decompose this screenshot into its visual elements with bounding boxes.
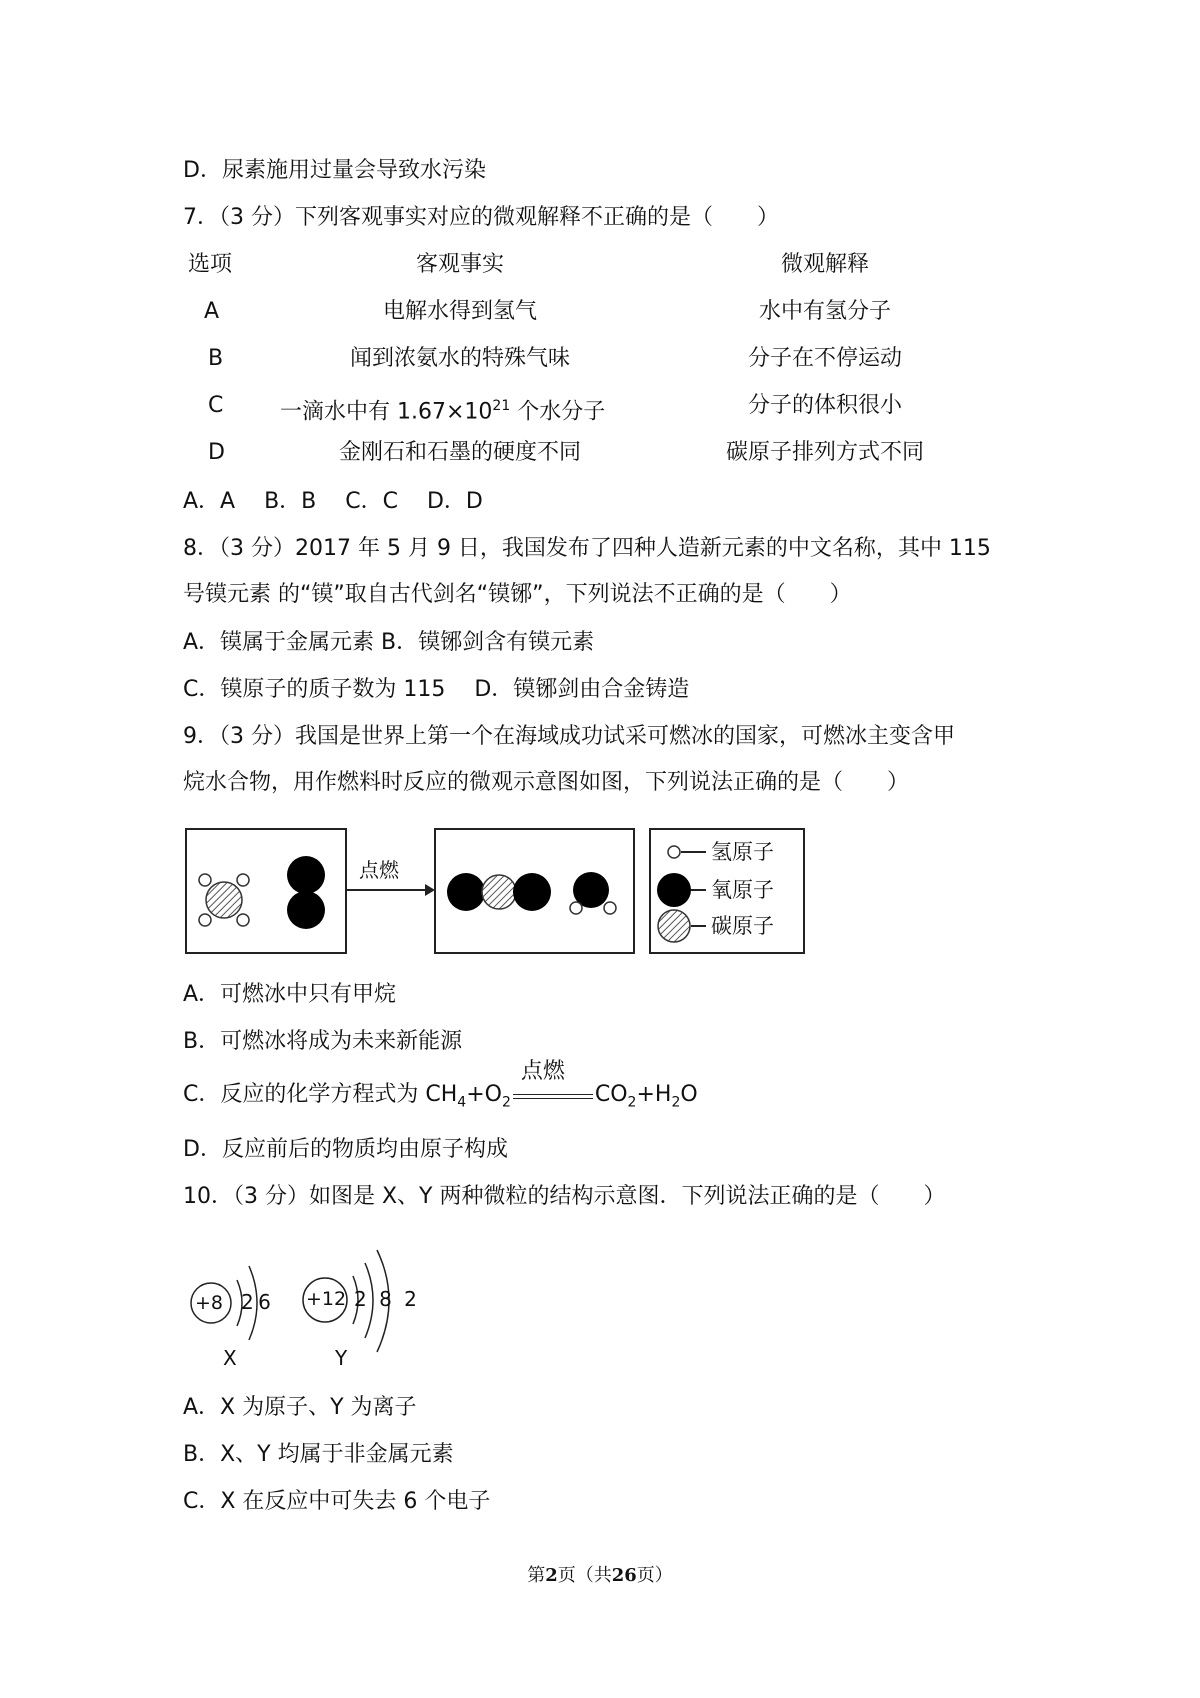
y-shell-electrons: 2 8 2 bbox=[354, 1287, 417, 1311]
oxygen-atom bbox=[287, 891, 325, 929]
q7-row-b-explain: 分子在不停运动 bbox=[747, 346, 902, 371]
q7-row-d-option: D bbox=[208, 440, 225, 465]
carbon-legend-icon bbox=[658, 910, 690, 942]
q10-option-b: B．X、Y 均属于非金属元素 bbox=[183, 1442, 454, 1467]
q7-row-b-option: B bbox=[208, 346, 224, 371]
q9-option-b: B．可燃冰将成为未来新能源 bbox=[183, 1029, 463, 1054]
q7-row-c-fact: 一滴水中有 $1.67\times 10^{21}$ 个水分子 bbox=[280, 398, 606, 425]
hydrogen-legend-icon bbox=[668, 846, 680, 858]
oxygen-legend-icon bbox=[657, 873, 691, 907]
hydrogen-atom bbox=[570, 902, 582, 914]
reactant-molecules bbox=[187, 830, 345, 952]
q8-options-ab: A．镆属于金属元素 B．镆铘剑含有镆元素 bbox=[183, 630, 595, 655]
q8-options-cd: C．镆原子的质子数为 115 D．镆铘剑由合金铸造 bbox=[183, 677, 690, 702]
product-molecules bbox=[436, 830, 633, 952]
q9-stem-line1: 9．（3 分）我国是世界上第一个在海域成功试采可燃冰的国家，可燃冰主变含甲 bbox=[183, 724, 955, 749]
legend-hydrogen-label: 氢原子 bbox=[711, 840, 774, 864]
hydrogen-atom bbox=[237, 914, 249, 926]
hydrogen-atom bbox=[199, 874, 211, 886]
arrow-condition-label: 点燃 bbox=[359, 858, 399, 882]
hydrogen-atom bbox=[604, 902, 616, 914]
q10-option-c: C．X 在反应中可失去 6 个电子 bbox=[183, 1489, 491, 1514]
q7-row-a-option: A bbox=[204, 299, 220, 324]
q9-option-c: C．反应的化学方程式为 $CH_4+O_2$ 点燃 $CO_2+H_2O$ bbox=[183, 1059, 698, 1111]
y-nucleus-charge: +12 bbox=[306, 1288, 347, 1310]
x-nucleus-charge: +8 bbox=[195, 1292, 224, 1314]
q8-stem-line1: 8．（3 分）2017 年 5 月 9 日，我国发布了四种人造新元素的中文名称，其中 115 bbox=[183, 536, 991, 561]
x-label: X bbox=[223, 1346, 237, 1370]
q7-header-explain: 微观解释 bbox=[780, 252, 869, 277]
oxygen-atom bbox=[447, 873, 485, 911]
x-shell-electrons: 2 6 bbox=[241, 1290, 271, 1314]
q7-row-a-explain: 水中有氢分子 bbox=[758, 299, 891, 324]
products-box bbox=[434, 828, 635, 954]
q9-stem-line2: 烷水合物，用作燃料时反应的微观示意图如图，下列说法正确的是（ ） bbox=[183, 770, 910, 795]
carbon-atom bbox=[482, 875, 516, 909]
q7-choices: A．A B．B C．C D．D bbox=[183, 489, 483, 514]
q9-option-d: D．反应前后的物质均由原子构成 bbox=[183, 1137, 508, 1162]
legend-carbon-label: 碳原子 bbox=[711, 914, 774, 938]
q7-row-d-explain: 碳原子排列方式不同 bbox=[725, 440, 924, 465]
q7-header-option: 选项 bbox=[188, 252, 233, 277]
particle-structure-diagram bbox=[185, 1228, 445, 1368]
carbon-atom bbox=[206, 882, 242, 918]
q8-stem-line2: 号镆元素 的“镆”取自古代剑名“镆铘”，下列说法不正确的是（ ） bbox=[183, 582, 852, 607]
q9-option-a: A．可燃冰中只有甲烷 bbox=[183, 982, 397, 1007]
q7-row-c-explain: 分子的体积很小 bbox=[747, 393, 902, 418]
current-page-number: 2 bbox=[545, 1565, 558, 1586]
q7-row-c-option: C bbox=[208, 393, 224, 418]
q6-option-d: D．尿素施用过量会导致水污染 bbox=[183, 158, 486, 183]
oxygen-atom bbox=[287, 856, 325, 894]
methane-molecule bbox=[199, 874, 249, 926]
q7-header-fact: 客观事实 bbox=[415, 252, 504, 277]
oxygen-atom bbox=[513, 873, 551, 911]
page-footer: 第2页（共26页） bbox=[527, 1565, 673, 1586]
carbon-dioxide-molecule bbox=[447, 873, 551, 911]
total-pages: 26 bbox=[611, 1565, 637, 1586]
atom-legend bbox=[649, 828, 805, 954]
q10-stem: 10．（3 分）如图是 X、Y 两种微粒的结构示意图．下列说法正确的是（ ） bbox=[183, 1184, 946, 1209]
reactants-box bbox=[185, 828, 347, 954]
oxygen-molecule bbox=[287, 856, 325, 929]
water-molecule bbox=[570, 872, 616, 914]
q7-row-b-fact: 闻到浓氨水的特殊气味 bbox=[349, 346, 570, 371]
hydrogen-atom bbox=[199, 914, 211, 926]
q7-row-d-fact: 金刚石和石墨的硬度不同 bbox=[338, 440, 581, 465]
q7-row-a-fact: 电解水得到氢气 bbox=[382, 299, 537, 324]
equation-condition: 点燃 bbox=[511, 1080, 595, 1110]
arrow-icon bbox=[345, 828, 435, 950]
q10-option-a: A．X 为原子、Y 为离子 bbox=[183, 1395, 417, 1420]
q7-stem: 7．（3 分）下列客观事实对应的微观解释不正确的是（ ） bbox=[183, 205, 779, 230]
legend-oxygen-label: 氧原子 bbox=[711, 878, 774, 902]
y-label: Y bbox=[335, 1346, 348, 1370]
hydrogen-atom bbox=[237, 874, 249, 886]
reaction-arrow bbox=[345, 828, 435, 950]
